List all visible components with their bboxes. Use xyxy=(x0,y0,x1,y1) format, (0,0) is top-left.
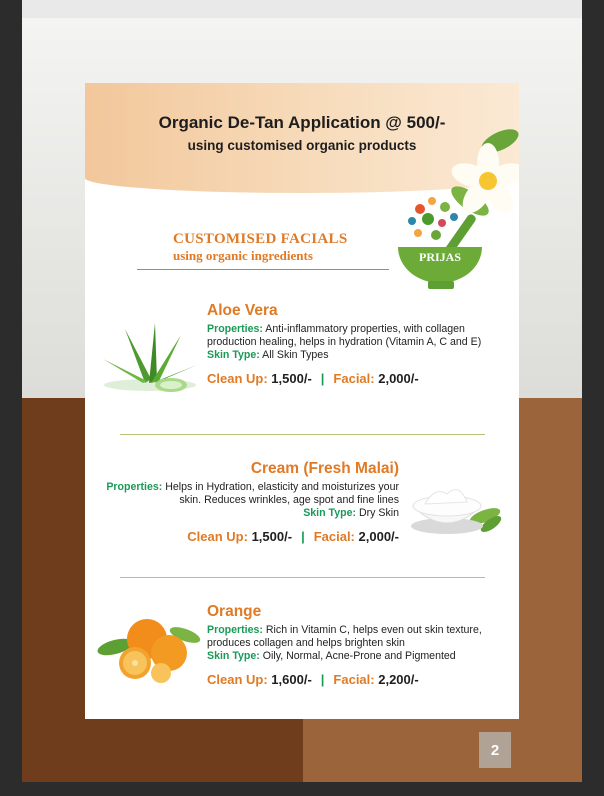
item-skin-type xyxy=(207,349,499,362)
logo-text: PRIJAS xyxy=(418,250,462,264)
skin-type-label: Skin Type: xyxy=(207,650,260,662)
facial-label: Facial: xyxy=(313,529,355,544)
page-subtitle: using customised organic products xyxy=(187,138,417,153)
frame-left xyxy=(0,0,22,796)
item-orange xyxy=(207,603,507,687)
item-prices xyxy=(207,672,507,687)
price-separator: | xyxy=(301,529,305,544)
price-separator: | xyxy=(320,371,325,386)
item-skin-type xyxy=(95,507,399,520)
section-underline xyxy=(137,269,389,270)
divider xyxy=(120,434,485,435)
skin-type-label: Skin Type: xyxy=(303,507,357,519)
properties-text: Anti-inflammatory properties, with collagen production healing, helps in hydration (Vitamin A, C and E) xyxy=(207,323,482,348)
price-separator: | xyxy=(320,672,325,687)
facial-label: Facial: xyxy=(333,672,375,687)
page-number: 2 xyxy=(479,732,511,768)
facial-price: 2,200/- xyxy=(378,672,419,687)
skin-type-label: Skin Type: xyxy=(207,349,260,361)
page-title: Organic De-Tan Application @ 500/- xyxy=(158,113,446,132)
properties-text: Rich in Vitamin C, helps even out skin texture, produces collagen and helps brighten skin xyxy=(207,624,482,649)
cream-bowl-image xyxy=(403,468,503,540)
clean-up-label: Clean Up: xyxy=(207,371,268,386)
properties-label: Properties: xyxy=(106,481,163,493)
properties-label: Properties: xyxy=(207,624,263,636)
item-properties xyxy=(95,481,399,507)
properties-text: Helps in Hydration, elasticity and moisturizes your skin. Reduces wrinkles, age spot and fine lines xyxy=(165,481,399,506)
item-cream xyxy=(95,460,399,544)
item-name: Cream (Fresh Malai) xyxy=(250,460,399,477)
menu-card xyxy=(85,83,519,719)
skin-type-text: Dry Skin xyxy=(358,507,399,519)
clean-up-label: Clean Up: xyxy=(207,672,268,687)
clean-up-price: 1,500/- xyxy=(271,371,312,386)
item-name: Orange xyxy=(207,603,262,620)
item-properties xyxy=(207,323,499,349)
item-properties xyxy=(207,624,507,650)
divider xyxy=(120,577,485,578)
orange-fruit-image xyxy=(95,613,205,685)
clean-up-price: 1,500/- xyxy=(251,529,293,544)
mortar-pestle-logo xyxy=(390,191,500,295)
frame-right xyxy=(582,0,604,796)
properties-label: Properties: xyxy=(207,323,263,335)
clean-up-label: Clean Up: xyxy=(187,529,248,544)
clean-up-price: 1,600/- xyxy=(271,672,312,687)
section-title: CUSTOMISED FACIALS xyxy=(173,231,348,247)
frame-bottom xyxy=(0,782,604,796)
item-skin-type xyxy=(207,650,507,663)
aloe-vera-image xyxy=(95,319,205,399)
item-aloe-vera xyxy=(207,302,499,386)
facial-price: 2,000/- xyxy=(378,371,419,386)
skin-type-text: Oily, Normal, Acne-Prone and Pigmented xyxy=(262,650,456,662)
facial-price: 2,000/- xyxy=(358,529,399,544)
item-prices xyxy=(207,371,499,386)
item-name: Aloe Vera xyxy=(207,302,278,319)
section-subtitle: using organic ingredients xyxy=(173,248,313,263)
facial-label: Facial: xyxy=(333,371,375,386)
skin-type-text: All Skin Types xyxy=(262,349,329,361)
item-prices xyxy=(95,529,399,544)
